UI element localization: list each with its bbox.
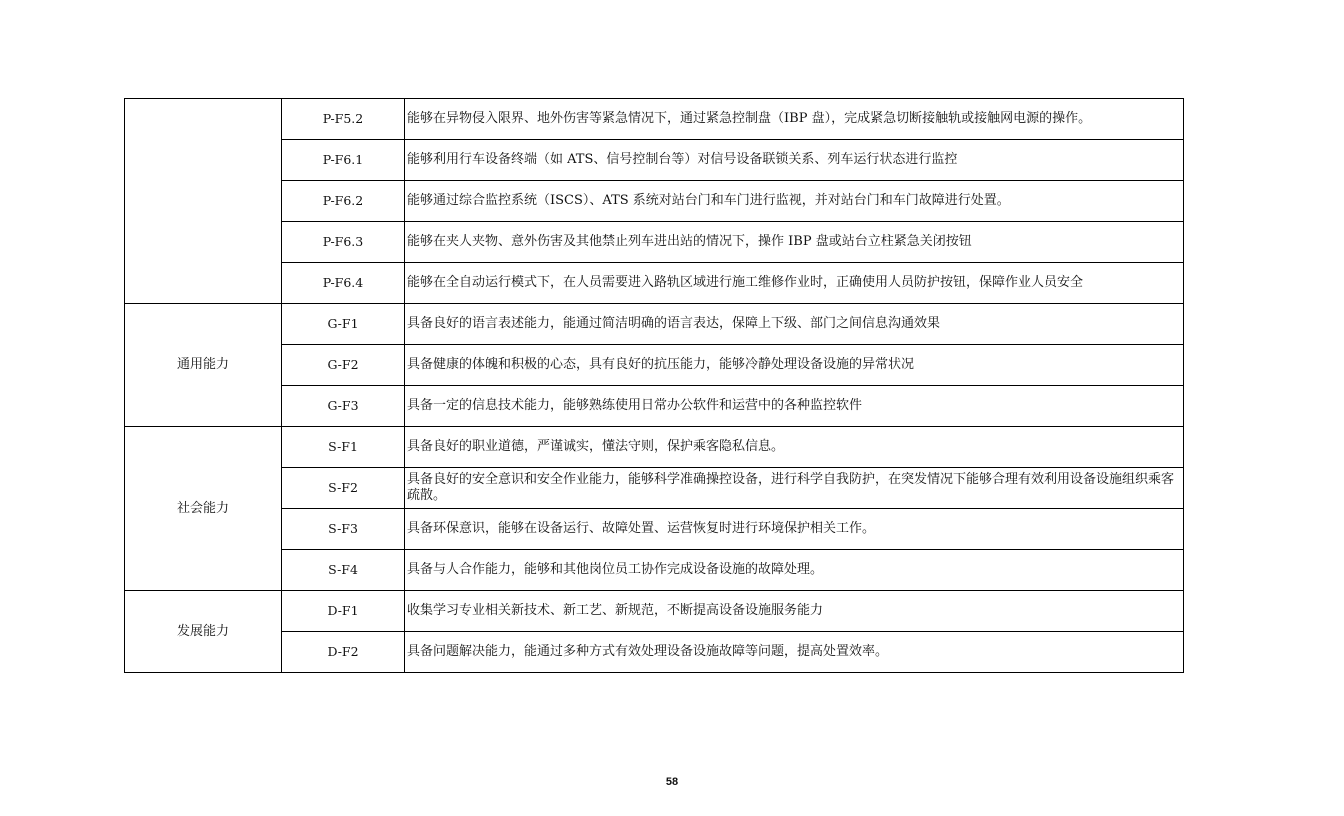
ability-description: 具备健康的体魄和积极的心态，具有良好的抗压能力，能够冷静处理设备设施的异常状况: [405, 345, 1184, 386]
category-development: 发展能力: [125, 591, 282, 673]
ability-code: P-F6.3: [282, 222, 405, 263]
ability-description: 具备良好的安全意识和安全作业能力，能够科学准确操控设备，进行科学自我防护，在突发情况下能够合理有效利用设备设施组织乘客疏散。: [405, 468, 1184, 509]
ability-description: 具备良好的语言表述能力，能通过简洁明确的语言表达，保障上下级、部门之间信息沟通效果: [405, 304, 1184, 345]
ability-description: 具备一定的信息技术能力，能够熟练使用日常办公软件和运营中的各种监控软件: [405, 386, 1184, 427]
ability-description: 具备与人合作能力，能够和其他岗位员工协作完成设备设施的故障处理。: [405, 550, 1184, 591]
table-row: [125, 99, 1184, 140]
page-number: 58: [665, 776, 679, 788]
ability-description: 能够在异物侵入限界、地外伤害等紧急情况下，通过紧急控制盘（IBP 盘），完成紧急切断接触轨或接触网电源的操作。: [405, 99, 1184, 140]
table-row: [125, 386, 1184, 427]
ability-code: S-F4: [282, 550, 405, 591]
table-row: [125, 591, 1184, 632]
ability-table: [124, 98, 1184, 673]
table-row: [125, 222, 1184, 263]
ability-description: 能够通过综合监控系统（ISCS）、ATS 系统对站台门和车门进行监视，并对站台门和车门故障进行处置。: [405, 181, 1184, 222]
table-row: [125, 509, 1184, 550]
ability-description: 能够在夹人夹物、意外伤害及其他禁止列车进出站的情况下，操作 IBP 盘或站台立柱紧急关闭按钮: [405, 222, 1184, 263]
table-row: [125, 468, 1184, 509]
ability-code: D-F2: [282, 632, 405, 673]
ability-code: G-F2: [282, 345, 405, 386]
ability-code: P-F6.4: [282, 263, 405, 304]
table-row: [125, 427, 1184, 468]
ability-code: P-F5.2: [282, 99, 405, 140]
table-row: [125, 550, 1184, 591]
ability-code: S-F1: [282, 427, 405, 468]
ability-description: 收集学习专业相关新技术、新工艺、新规范，不断提高设备设施服务能力: [405, 591, 1184, 632]
table-row: [125, 140, 1184, 181]
table-row: [125, 345, 1184, 386]
category-general: 通用能力: [125, 304, 282, 427]
ability-code: P-F6.2: [282, 181, 405, 222]
ability-description: 具备环保意识，能够在设备运行、故障处置、运营恢复时进行环境保护相关工作。: [405, 509, 1184, 550]
ability-description: 具备良好的职业道德，严谨诚实，懂法守则，保护乘客隐私信息。: [405, 427, 1184, 468]
ability-code: S-F2: [282, 468, 405, 509]
table-row: [125, 181, 1184, 222]
ability-description: 能够在全自动运行模式下，在人员需要进入路轨区域进行施工维修作业时，正确使用人员防护按钮，保障作业人员安全: [405, 263, 1184, 304]
ability-description: 具备问题解决能力，能通过多种方式有效处理设备设施故障等问题，提高处置效率。: [405, 632, 1184, 673]
ability-code: S-F3: [282, 509, 405, 550]
ability-code: G-F1: [282, 304, 405, 345]
table-row: [125, 632, 1184, 673]
table-row: [125, 263, 1184, 304]
ability-code: G-F3: [282, 386, 405, 427]
table-row: [125, 304, 1184, 345]
ability-description: 能够利用行车设备终端（如 ATS、信号控制台等）对信号设备联锁关系、列车运行状态进行监控: [405, 140, 1184, 181]
ability-code: P-F6.1: [282, 140, 405, 181]
ability-code: D-F1: [282, 591, 405, 632]
category-cell-professional: [125, 99, 282, 304]
category-social: 社会能力: [125, 427, 282, 591]
